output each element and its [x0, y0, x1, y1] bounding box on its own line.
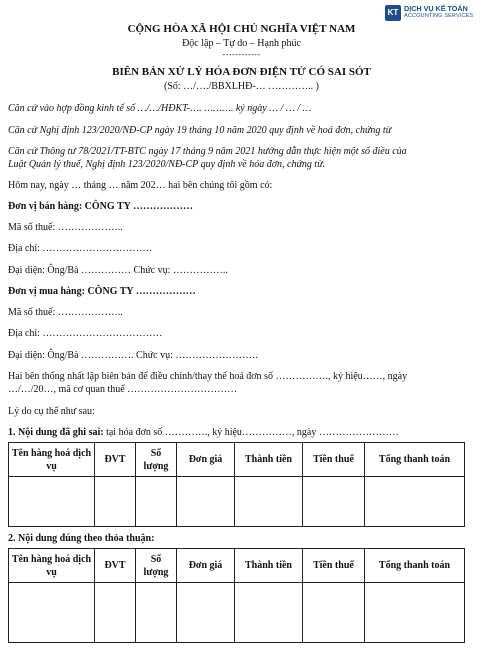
document-title: BIÊN BẢN XỬ LÝ HÓA ĐƠN ĐIỆN TỬ CÓ SAI SÓT [112, 66, 371, 78]
table-cell [95, 583, 136, 643]
agreement-line2: …/…/20…, mã cơ quan thuế …………………………… [8, 384, 238, 395]
logo-subtitle: ACCOUNTING SERVICES [404, 13, 474, 19]
col-header-quantity: Số lượng [136, 443, 177, 477]
basis-contract: Căn cứ vào hợp đồng kinh tế số …/…/HĐKT-…. ………. ký ngày … / … / … [8, 103, 312, 114]
table-cell [177, 477, 235, 527]
logo-icon: KT [385, 5, 401, 21]
seller-heading: Đơn vị bán hàng: CÔNG TY ……………… [8, 201, 194, 212]
buyer-tax-code: Mã số thuế: ……………….. [8, 307, 123, 318]
basis-decree: Căn cứ Nghị định 123/2020/NĐ-CP ngày 19 tháng 10 năm 2020 quy định về hoá đơn, chứng từ [8, 125, 392, 136]
section1-line [8, 427, 399, 438]
col-header-unit-price: Đơn giá [177, 443, 235, 477]
table-cell [303, 583, 365, 643]
table-cell [9, 583, 95, 643]
table-cell [136, 583, 177, 643]
table-row [9, 477, 465, 527]
table-header-row [9, 443, 465, 477]
wrong-content-table [8, 442, 465, 527]
document-number: (Số: …/…./BBXLHĐ-… ………….. ) [164, 81, 319, 92]
col-header-goods: Tên hàng hoá dịch vụ [9, 549, 95, 583]
col-header-total: Tổng thanh toán [365, 549, 465, 583]
col-header-goods: Tên hàng hoá dịch vụ [9, 443, 95, 477]
col-header-amount: Thành tiền [235, 549, 303, 583]
section1-title: 1. Nội dung đã ghi sai: [8, 427, 104, 438]
table-cell [235, 477, 303, 527]
company-logo [385, 4, 481, 24]
agreement-line1: Hai bên thống nhất lập biên bản để điều chỉnh/thay thế hoá đơn số ……………., ký hiệu……, ngày [8, 371, 408, 382]
seller-representative: Đại diện: Ông/Bà …………… Chức vụ: …………….. [8, 265, 228, 276]
table-row [9, 583, 465, 643]
table-cell [365, 583, 465, 643]
nation-heading: CỘNG HÒA XÃ HỘI CHỦ NGHĨA VIỆT NAM [127, 23, 356, 35]
col-header-tax: Tiền thuế [303, 549, 365, 583]
reason-text: Lý do cụ thể như sau: [8, 406, 95, 417]
motto: Độc lập – Tự do – Hạnh phúc [182, 38, 301, 49]
table-cell [303, 477, 365, 527]
seller-tax-code: Mã số thuế: ……………….. [8, 222, 123, 233]
logo-name: DỊCH VỤ KẾ TOÁN [404, 4, 468, 13]
col-header-unit: ĐVT [95, 549, 136, 583]
correct-content-table [8, 548, 465, 643]
col-header-unit: ĐVT [95, 443, 136, 477]
table-cell [235, 583, 303, 643]
intro-text: Hôm nay, ngày … tháng … năm 202… hai bên chúng tôi gồm có: [8, 180, 273, 191]
col-header-total: Tổng thanh toán [365, 443, 465, 477]
buyer-heading: Đơn vị mua hàng: CÔNG TY ……………… [8, 286, 196, 297]
basis-circular-line2: Luật Quản lý thuế, Nghị định 123/2020/NĐ-CP quy định về hóa đơn, chứng từ. [8, 159, 326, 170]
col-header-amount: Thành tiền [235, 443, 303, 477]
buyer-representative: Đại diện: Ông/Bà ……………. Chức vụ: ……………………. [8, 350, 258, 361]
col-header-unit-price: Đơn giá [177, 549, 235, 583]
table-cell [95, 477, 136, 527]
table-cell [9, 477, 95, 527]
col-header-quantity: Số lượng [136, 549, 177, 583]
buyer-address: Địa chỉ: ……………………………… [8, 328, 163, 339]
table-cell [365, 477, 465, 527]
table-header-row [9, 549, 465, 583]
basis-circular-line1: Căn cứ Thông tư 78/2021/TT-BTC ngày 17 tháng 9 năm 2021 hướng dẫn thực hiện một số điều của [8, 146, 407, 157]
col-header-tax: Tiền thuế [303, 443, 365, 477]
section2-title: 2. Nội dung đúng theo thỏa thuận: [8, 533, 155, 544]
table-cell [136, 477, 177, 527]
section1-detail: tại hóa đơn số …………., ký hiệu……………, ngày …………………… [103, 427, 399, 438]
seller-address: Địa chỉ: …………………………… [8, 243, 153, 254]
header-divider: ------------ [222, 50, 261, 59]
table-cell [177, 583, 235, 643]
